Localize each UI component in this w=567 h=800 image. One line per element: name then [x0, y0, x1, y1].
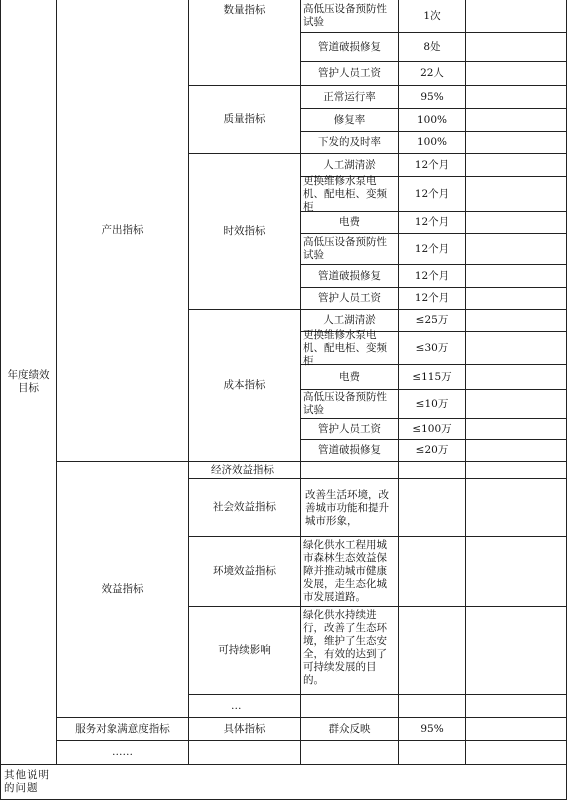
row-value-text: 95% — [420, 90, 444, 103]
row-name — [301, 0, 398, 32]
row-value — [399, 212, 465, 233]
section-label-annual-goals — [1, 0, 56, 764]
row-value — [399, 33, 465, 61]
sub-economic — [189, 462, 300, 478]
specific-label: 具体指标 — [223, 722, 266, 735]
row-name-text: 管护人员工资 — [318, 422, 381, 435]
sub-quality — [189, 86, 300, 153]
row-description-text: 绿化供水持续进行，改善了生态环境，维护了生态安全，有效的达到了可持续发展的目的。 — [303, 609, 387, 686]
row-value-text: 100% — [416, 113, 448, 126]
row-name-text: 电费 — [339, 216, 360, 228]
row-name — [301, 440, 398, 461]
row-name — [301, 718, 398, 740]
row-value-text: ≤100万 — [412, 422, 452, 435]
row-value-text: 100% — [416, 136, 448, 148]
row-value-text: ≤10万 — [415, 397, 449, 410]
economic-label: 经济效益指标 — [211, 463, 274, 476]
row-value — [399, 154, 465, 176]
row-name-text: 高低压设备预防性试验 — [303, 3, 387, 28]
row-name — [301, 174, 398, 213]
row-value — [399, 365, 465, 389]
row-description-text: 绿化供水工程用城市森林生态效益保障并推动城市健康发展，走生态化城市发展道路。 — [303, 539, 387, 603]
row-value-text: ≤25万 — [415, 314, 449, 326]
row-name — [301, 390, 398, 418]
category-satisfaction — [57, 718, 188, 740]
quantity-label: 数量指标 — [223, 3, 266, 16]
row-name-text: 群众反映 — [328, 722, 371, 735]
social-label: 社会效益指标 — [213, 501, 276, 513]
row-description — [301, 607, 398, 694]
row-value — [399, 0, 465, 32]
row-value-text: 12个月 — [414, 158, 450, 171]
other-notes-text: 其他说明的问题 — [4, 769, 50, 794]
row-description-text: 改善生活环境，改善城市功能和提升城市形象， — [305, 488, 389, 527]
row-name-text: 管道破损修复 — [318, 40, 381, 53]
row-name-text: 管道破损修复 — [318, 269, 381, 282]
row-name — [301, 234, 398, 264]
sub-environment — [189, 537, 300, 606]
row-value-text: ≤20万 — [415, 444, 449, 456]
timeliness-label: 时效指标 — [223, 225, 266, 237]
quality-label: 质量指标 — [223, 113, 266, 125]
row-value-text: 12个月 — [414, 269, 450, 282]
satisfaction-label: 服务对象满意度指标 — [75, 722, 170, 735]
row-name — [301, 33, 398, 61]
output-label: 产出指标 — [101, 224, 144, 236]
ellipsis-label: …… — [112, 746, 133, 758]
row-value — [399, 132, 465, 153]
annual-goals-text: 年度绩效目标 — [7, 369, 50, 394]
category-benefit — [57, 462, 188, 717]
sub-social — [189, 479, 300, 536]
row-name-text: 高低压设备预防性试验 — [303, 236, 387, 261]
row-name — [301, 288, 398, 309]
row-value — [399, 440, 465, 461]
row-name — [301, 109, 398, 131]
row-name — [301, 212, 398, 233]
row-value — [399, 718, 465, 740]
row-value-text: 12个月 — [414, 242, 450, 255]
row-value-text: 12个月 — [414, 292, 450, 304]
cost-label: 成本指标 — [223, 379, 266, 391]
row-name-text: 更换维修水泵电机、配电柜、变频柜 — [303, 174, 387, 213]
row-value-text: ≤115万 — [412, 370, 452, 383]
row-name — [301, 265, 398, 287]
row-name-text: 人工湖清淤 — [323, 158, 376, 171]
row-value — [399, 390, 465, 418]
row-value-text: 12个月 — [414, 216, 450, 228]
sub-sustain — [189, 607, 300, 694]
row-name-text: 管护人员工资 — [318, 67, 381, 79]
row-name-text: 下发的及时率 — [318, 136, 381, 148]
row-value — [399, 86, 465, 108]
benefit-label: 效益指标 — [101, 583, 144, 595]
environment-label: 环境效益指标 — [213, 565, 276, 577]
row-value — [399, 265, 465, 287]
row-name-text: 修复率 — [333, 113, 366, 126]
row-value — [399, 419, 465, 439]
row-value — [399, 234, 465, 264]
row-name — [301, 365, 398, 389]
row-value-text: 1次 — [423, 9, 441, 22]
category-ellipsis — [57, 741, 188, 764]
category-output — [57, 0, 188, 461]
row-value-text: 12个月 — [414, 187, 450, 200]
row-name — [301, 154, 398, 176]
row-name — [301, 419, 398, 439]
row-name-text: 管护人员工资 — [318, 292, 381, 304]
row-name-text: 高低压设备预防性试验 — [303, 391, 387, 416]
sub-cost — [189, 310, 300, 461]
row-name — [301, 328, 398, 367]
row-value-text: 22人 — [420, 67, 444, 79]
row-name-text: 管道破损修复 — [318, 444, 381, 456]
other-notes-label — [1, 765, 57, 799]
row-description — [301, 537, 398, 606]
row-value-text: 8处 — [423, 40, 441, 53]
row-value-text: ≤30万 — [415, 341, 449, 354]
row-value — [399, 109, 465, 131]
row-name-text: 正常运行率 — [323, 90, 376, 103]
row-value — [399, 332, 465, 364]
sub-timeliness — [189, 154, 300, 309]
sub-ellipsis — [189, 695, 300, 717]
row-value-text: 95% — [420, 722, 444, 735]
row-name-text: 人工湖清淤 — [323, 314, 376, 326]
sub-specific — [189, 718, 300, 740]
row-name-text: 更换维修水泵电机、配电柜、变频柜 — [303, 328, 387, 367]
row-name — [301, 86, 398, 108]
sustain-label: 可持续影响 — [218, 644, 271, 656]
sub-quantity — [189, 0, 300, 20]
row-name — [301, 62, 398, 85]
row-name-text: 电费 — [339, 370, 360, 383]
row-value — [399, 310, 465, 331]
row-name — [301, 132, 398, 153]
row-value — [399, 288, 465, 309]
row-value — [399, 62, 465, 85]
row-description — [301, 480, 398, 536]
sub-ellipsis-label: … — [231, 699, 242, 712]
row-value — [399, 177, 465, 211]
